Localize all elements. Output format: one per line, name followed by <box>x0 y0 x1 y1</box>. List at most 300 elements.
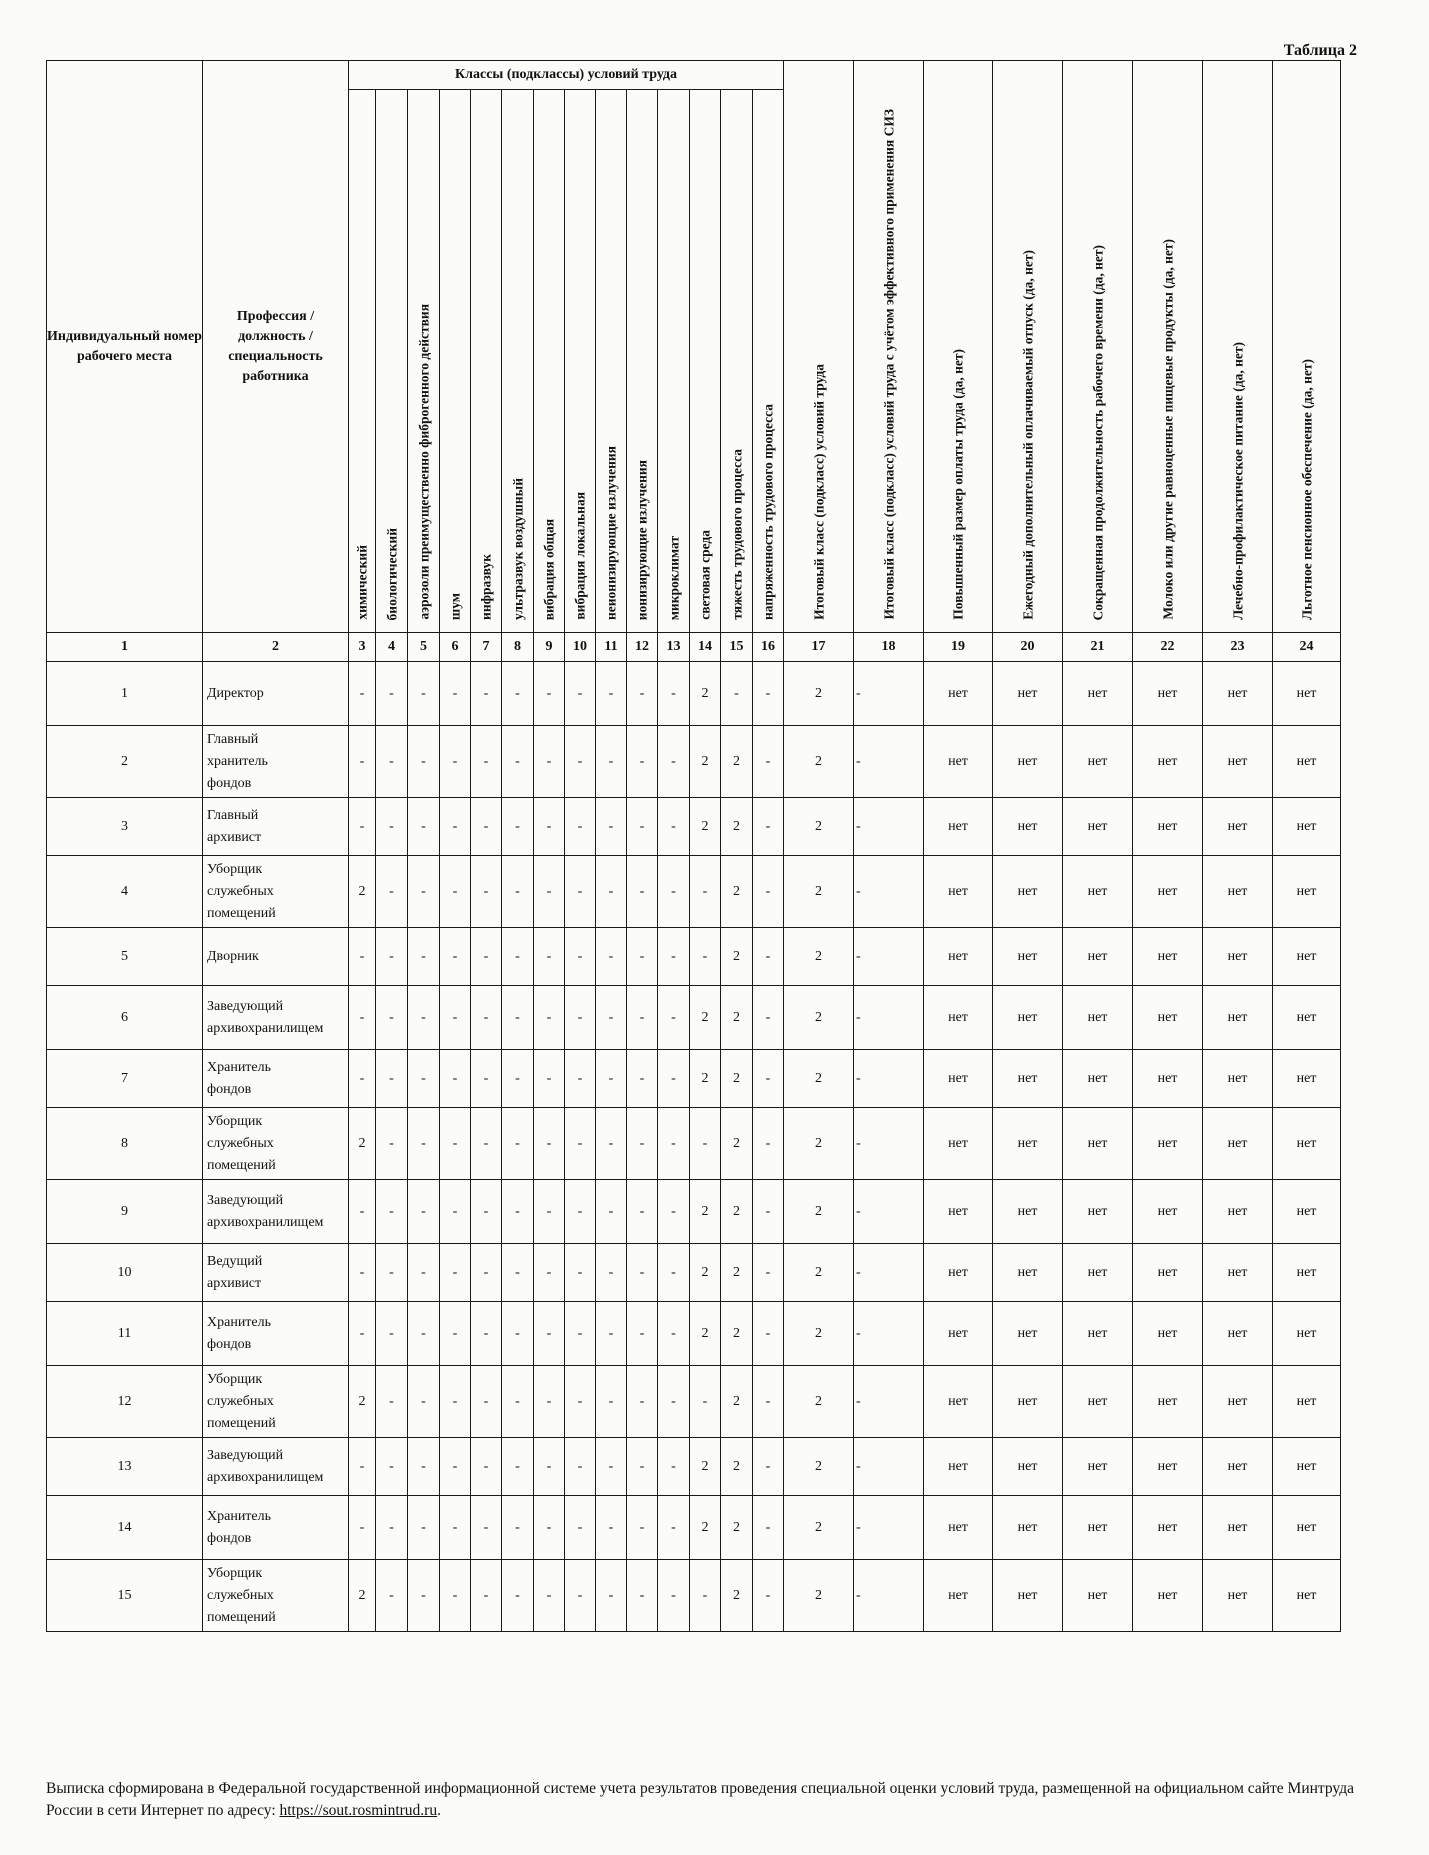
guarantee-cell: нет <box>924 1244 993 1302</box>
guarantee-cell: нет <box>1203 798 1273 856</box>
factor-class-cell: - <box>658 726 690 798</box>
factor-class-cell: 2 <box>721 1180 753 1244</box>
header-factor: биологический <box>376 90 408 633</box>
factor-class-cell: 2 <box>721 986 753 1050</box>
profession-line: Заведующий <box>207 1447 284 1463</box>
factor-class-cell: - <box>502 1366 534 1438</box>
guarantee-cell: нет <box>1203 1496 1273 1560</box>
factor-class-cell: - <box>565 662 596 726</box>
factor-class-cell: - <box>753 1366 784 1438</box>
siz-class-cell: - <box>854 1496 924 1560</box>
factor-class-cell: 2 <box>690 798 721 856</box>
factor-class-cell: 2 <box>721 856 753 928</box>
factor-class-cell: 2 <box>690 1050 721 1108</box>
profession-cell <box>203 1438 349 1496</box>
header-col17: Итоговый класс (подкласс) условий труда <box>784 61 854 633</box>
profession-line: архивохранилищем <box>207 1020 324 1036</box>
profession-line: Главный <box>207 807 259 823</box>
guarantee-cell: нет <box>924 928 993 986</box>
guarantee-cell: нет <box>1273 798 1341 856</box>
guarantee-cell: нет <box>1063 1244 1133 1302</box>
guarantee-cell: нет <box>1063 726 1133 798</box>
profession-line: Хранитель <box>207 1508 272 1524</box>
factor-class-cell: - <box>627 1050 658 1108</box>
guarantee-cell: нет <box>1203 662 1273 726</box>
factor-class-cell: - <box>376 928 408 986</box>
factor-class-cell: - <box>690 1108 721 1180</box>
guarantee-cell: нет <box>1133 1366 1203 1438</box>
column-number: 4 <box>376 633 408 662</box>
profession-cell <box>203 928 349 986</box>
profession-line: хранитель <box>207 753 268 769</box>
factor-class-cell: - <box>349 1496 376 1560</box>
guarantee-cell: нет <box>1133 986 1203 1050</box>
profession-cell <box>203 1302 349 1366</box>
guarantee-cell: нет <box>1133 726 1203 798</box>
factor-class-cell: 2 <box>690 986 721 1050</box>
factor-class-cell: - <box>753 986 784 1050</box>
total-class-cell: 2 <box>784 856 854 928</box>
header-factor: напряженность трудового процесса <box>753 90 784 633</box>
siz-class-cell: - <box>854 662 924 726</box>
header-col21: Сокращенная продолжительность рабочего времени (да, нет) <box>1063 61 1133 633</box>
factor-class-cell: - <box>753 726 784 798</box>
table-row <box>47 1438 1341 1496</box>
guarantee-cell: нет <box>1063 1050 1133 1108</box>
workplace-number-cell: 5 <box>47 928 203 986</box>
header-factor: химический <box>349 90 376 633</box>
footer-note <box>46 1778 1386 1822</box>
guarantee-cell: нет <box>993 1244 1063 1302</box>
column-number: 11 <box>596 633 627 662</box>
total-class-cell: 2 <box>784 1180 854 1244</box>
factor-class-cell: - <box>349 662 376 726</box>
guarantee-cell: нет <box>1063 1366 1133 1438</box>
table-row <box>47 1108 1341 1180</box>
column-number: 2 <box>203 633 349 662</box>
factor-class-cell: - <box>502 1108 534 1180</box>
factor-class-cell: - <box>534 1050 565 1108</box>
factor-class-cell: - <box>376 1560 408 1632</box>
factor-class-cell: 2 <box>721 1366 753 1438</box>
factor-class-cell: - <box>471 798 502 856</box>
header-factor: ионизирующие излучения <box>627 90 658 633</box>
guarantee-cell: нет <box>993 1366 1063 1438</box>
factor-class-cell: - <box>376 726 408 798</box>
table-row <box>47 1180 1341 1244</box>
factor-class-cell: - <box>502 662 534 726</box>
guarantee-cell: нет <box>993 1438 1063 1496</box>
factor-class-cell: - <box>471 986 502 1050</box>
column-number: 5 <box>408 633 440 662</box>
factor-class-cell: - <box>753 1560 784 1632</box>
profession-line: Ведущий <box>207 1253 263 1269</box>
guarantee-cell: нет <box>1203 1560 1273 1632</box>
factor-class-cell: - <box>534 856 565 928</box>
factor-class-cell: - <box>471 1496 502 1560</box>
factor-class-cell: - <box>440 1244 471 1302</box>
factor-class-cell: - <box>596 1244 627 1302</box>
guarantee-cell: нет <box>1203 1366 1273 1438</box>
factor-class-cell: - <box>534 1302 565 1366</box>
total-class-cell: 2 <box>784 662 854 726</box>
guarantee-cell: нет <box>993 1108 1063 1180</box>
profession-cell <box>203 1108 349 1180</box>
guarantee-cell: нет <box>1133 662 1203 726</box>
profession-cell <box>203 662 349 726</box>
total-class-cell: 2 <box>784 1560 854 1632</box>
workplace-number-cell: 10 <box>47 1244 203 1302</box>
factor-class-cell: - <box>753 1302 784 1366</box>
guarantee-cell: нет <box>1203 726 1273 798</box>
guarantee-cell: нет <box>993 1180 1063 1244</box>
factor-class-cell: - <box>471 1050 502 1108</box>
header-factor: вибрация общая <box>534 90 565 633</box>
factor-class-cell: - <box>349 1244 376 1302</box>
factor-class-cell: - <box>534 1366 565 1438</box>
table-row <box>47 856 1341 928</box>
total-class-cell: 2 <box>784 726 854 798</box>
factor-class-cell: - <box>534 1496 565 1560</box>
factor-class-cell: - <box>502 928 534 986</box>
factor-class-cell: - <box>596 1302 627 1366</box>
guarantee-cell: нет <box>1133 1180 1203 1244</box>
guarantee-cell: нет <box>993 798 1063 856</box>
guarantee-cell: нет <box>1273 1302 1341 1366</box>
factor-class-cell: - <box>502 798 534 856</box>
factor-class-cell: - <box>658 1108 690 1180</box>
factor-class-cell: 2 <box>721 798 753 856</box>
total-class-cell: 2 <box>784 1108 854 1180</box>
profession-line: Заведующий <box>207 998 284 1014</box>
footer-link[interactable]: https://sout.rosmintrud.ru <box>279 1802 438 1819</box>
factor-class-cell: - <box>408 1366 440 1438</box>
factor-class-cell: - <box>658 1050 690 1108</box>
factor-class-cell: - <box>753 1050 784 1108</box>
siz-class-cell: - <box>854 1438 924 1496</box>
siz-class-cell: - <box>854 856 924 928</box>
total-class-cell: 2 <box>784 928 854 986</box>
factor-class-cell: - <box>502 1438 534 1496</box>
factor-class-cell: - <box>376 1050 408 1108</box>
factor-class-cell: - <box>690 1366 721 1438</box>
factor-class-cell: - <box>627 1438 658 1496</box>
factor-class-cell: - <box>376 1496 408 1560</box>
factor-class-cell: - <box>596 1560 627 1632</box>
guarantee-cell: нет <box>993 856 1063 928</box>
factor-class-cell: - <box>596 1366 627 1438</box>
guarantee-cell: нет <box>924 1438 993 1496</box>
factor-class-cell: - <box>471 1244 502 1302</box>
table-row <box>47 1560 1341 1632</box>
guarantee-cell: нет <box>1273 1438 1341 1496</box>
workplace-number-cell: 7 <box>47 1050 203 1108</box>
profession-cell <box>203 1366 349 1438</box>
factor-class-cell: - <box>440 1560 471 1632</box>
factor-class-cell: - <box>534 798 565 856</box>
guarantee-cell: нет <box>1203 1438 1273 1496</box>
factor-class-cell: - <box>596 986 627 1050</box>
siz-class-cell: - <box>854 1050 924 1108</box>
factor-class-cell: - <box>596 798 627 856</box>
header-classes-group: Классы (подклассы) условий труда <box>349 61 784 90</box>
column-number: 13 <box>658 633 690 662</box>
profession-cell <box>203 986 349 1050</box>
factor-class-cell: - <box>440 1438 471 1496</box>
factor-class-cell: 2 <box>721 1302 753 1366</box>
column-number: 17 <box>784 633 854 662</box>
guarantee-cell: нет <box>924 1366 993 1438</box>
profession-line: Уборщик <box>207 1565 263 1581</box>
factor-class-cell: 2 <box>721 1050 753 1108</box>
guarantee-cell: нет <box>1273 1496 1341 1560</box>
factor-class-cell: 2 <box>690 726 721 798</box>
profession-line: фондов <box>207 775 252 791</box>
factor-class-cell: - <box>440 856 471 928</box>
header-factor: тяжесть трудового процесса <box>721 90 753 633</box>
guarantee-cell: нет <box>1133 1244 1203 1302</box>
factor-class-cell: 2 <box>349 1560 376 1632</box>
factor-class-cell: - <box>565 1496 596 1560</box>
factor-class-cell: - <box>440 986 471 1050</box>
total-class-cell: 2 <box>784 798 854 856</box>
header-col24: Льготное пенсионное обеспечение (да, нет) <box>1273 61 1341 633</box>
factor-class-cell: - <box>596 1050 627 1108</box>
column-number: 18 <box>854 633 924 662</box>
siz-class-cell: - <box>854 1244 924 1302</box>
factor-class-cell: - <box>627 1560 658 1632</box>
column-number: 19 <box>924 633 993 662</box>
factor-class-cell: - <box>627 1366 658 1438</box>
profession-cell <box>203 1244 349 1302</box>
factor-class-cell: - <box>408 986 440 1050</box>
factor-class-cell: - <box>376 1302 408 1366</box>
factor-class-cell: 2 <box>349 1108 376 1180</box>
guarantee-cell: нет <box>1063 1302 1133 1366</box>
factor-class-cell: 2 <box>721 1560 753 1632</box>
factor-class-cell: - <box>440 1108 471 1180</box>
factor-class-cell: - <box>658 856 690 928</box>
factor-class-cell: - <box>596 928 627 986</box>
factor-class-cell: - <box>627 1496 658 1560</box>
guarantee-cell: нет <box>1273 856 1341 928</box>
guarantee-cell: нет <box>1063 798 1133 856</box>
workplace-number-cell: 2 <box>47 726 203 798</box>
guarantee-cell: нет <box>1203 928 1273 986</box>
workplace-number-cell: 9 <box>47 1180 203 1244</box>
factor-class-cell: - <box>658 1302 690 1366</box>
factor-class-cell: - <box>349 798 376 856</box>
table-row <box>47 1050 1341 1108</box>
column-number: 9 <box>534 633 565 662</box>
factor-class-cell: - <box>376 1244 408 1302</box>
factor-class-cell: - <box>502 1244 534 1302</box>
table-row <box>47 662 1341 726</box>
footer-text: Выписка сформирована в Федеральной государственной информационной системе учета результатов проведения специальной оценки условий труда, размещенной на официальном сайте Минтруда России в сети Интернет по адресу: <box>46 1780 1354 1819</box>
workplace-number-cell: 3 <box>47 798 203 856</box>
factor-class-cell: - <box>349 1302 376 1366</box>
factor-class-cell: - <box>471 928 502 986</box>
column-number: 24 <box>1273 633 1341 662</box>
factor-class-cell: - <box>376 662 408 726</box>
factor-class-cell: - <box>534 928 565 986</box>
profession-line: помещений <box>207 905 276 921</box>
guarantee-cell: нет <box>1273 726 1341 798</box>
factor-class-cell: - <box>753 1244 784 1302</box>
factor-class-cell: - <box>627 928 658 986</box>
factor-class-cell: - <box>565 1108 596 1180</box>
profession-line: помещений <box>207 1609 276 1625</box>
profession-cell <box>203 1050 349 1108</box>
factor-class-cell: - <box>376 798 408 856</box>
header-factor: ультразвук воздушный <box>502 90 534 633</box>
guarantee-cell: нет <box>924 1496 993 1560</box>
column-number: 7 <box>471 633 502 662</box>
factor-class-cell: - <box>502 1180 534 1244</box>
guarantee-cell: нет <box>1063 986 1133 1050</box>
factor-class-cell: - <box>690 856 721 928</box>
factor-class-cell: - <box>440 1496 471 1560</box>
siz-class-cell: - <box>854 1560 924 1632</box>
guarantee-cell: нет <box>993 662 1063 726</box>
guarantee-cell: нет <box>1273 1244 1341 1302</box>
profession-line: фондов <box>207 1336 252 1352</box>
profession-line: Уборщик <box>207 1371 263 1387</box>
factor-class-cell: 2 <box>690 1438 721 1496</box>
guarantee-cell: нет <box>1063 1496 1133 1560</box>
guarantee-cell: нет <box>993 986 1063 1050</box>
profession-cell <box>203 1560 349 1632</box>
table-row <box>47 798 1341 856</box>
factor-class-cell: 2 <box>690 1496 721 1560</box>
siz-class-cell: - <box>854 928 924 986</box>
column-number: 20 <box>993 633 1063 662</box>
guarantee-cell: нет <box>1133 1108 1203 1180</box>
workplace-number-cell: 12 <box>47 1366 203 1438</box>
factor-class-cell: - <box>376 986 408 1050</box>
factor-class-cell: - <box>565 1050 596 1108</box>
factor-class-cell: - <box>440 662 471 726</box>
column-number: 8 <box>502 633 534 662</box>
factor-class-cell: - <box>658 798 690 856</box>
factor-class-cell: - <box>440 726 471 798</box>
profession-cell <box>203 856 349 928</box>
profession-line: архивохранилищем <box>207 1214 324 1230</box>
guarantee-cell: нет <box>1133 1496 1203 1560</box>
factor-class-cell: - <box>408 1108 440 1180</box>
profession-line: Уборщик <box>207 1113 263 1129</box>
table-row <box>47 986 1341 1050</box>
factor-class-cell: - <box>349 928 376 986</box>
factor-class-cell: - <box>471 1366 502 1438</box>
guarantee-cell: нет <box>1133 856 1203 928</box>
guarantee-cell: нет <box>1133 1438 1203 1496</box>
profession-line: служебных <box>207 1135 274 1151</box>
header-factor: вибрация локальная <box>565 90 596 633</box>
profession-line: архивохранилищем <box>207 1469 324 1485</box>
workplace-number-cell: 11 <box>47 1302 203 1366</box>
factor-class-cell: - <box>565 1438 596 1496</box>
workplace-number-cell: 13 <box>47 1438 203 1496</box>
factor-class-cell: - <box>658 1366 690 1438</box>
factor-class-cell: - <box>376 1108 408 1180</box>
factor-class-cell: - <box>658 1560 690 1632</box>
factor-class-cell: - <box>408 1438 440 1496</box>
factor-class-cell: - <box>408 1244 440 1302</box>
guarantee-cell: нет <box>1063 662 1133 726</box>
guarantee-cell: нет <box>1203 986 1273 1050</box>
profession-line: Дворник <box>207 948 259 964</box>
column-number: 21 <box>1063 633 1133 662</box>
guarantee-cell: нет <box>993 1302 1063 1366</box>
guarantee-cell: нет <box>924 1108 993 1180</box>
guarantee-cell: нет <box>1273 662 1341 726</box>
factor-class-cell: - <box>658 1180 690 1244</box>
column-number: 3 <box>349 633 376 662</box>
factor-class-cell: - <box>471 726 502 798</box>
guarantee-cell: нет <box>924 1050 993 1108</box>
table-row <box>47 928 1341 986</box>
profession-line: помещений <box>207 1157 276 1173</box>
factor-class-cell: - <box>721 662 753 726</box>
column-number: 23 <box>1203 633 1273 662</box>
factor-class-cell: - <box>408 1496 440 1560</box>
factor-class-cell: - <box>534 726 565 798</box>
factor-class-cell: - <box>565 986 596 1050</box>
factor-class-cell: - <box>596 726 627 798</box>
factor-class-cell: 2 <box>349 856 376 928</box>
factor-class-cell: - <box>349 1438 376 1496</box>
guarantee-cell: нет <box>924 856 993 928</box>
factor-class-cell: - <box>627 726 658 798</box>
guarantee-cell: нет <box>993 928 1063 986</box>
table-label: Таблица 2 <box>1283 42 1357 59</box>
guarantee-cell: нет <box>1203 1302 1273 1366</box>
column-number: 14 <box>690 633 721 662</box>
factor-class-cell: - <box>627 1244 658 1302</box>
workplace-number-cell: 1 <box>47 662 203 726</box>
guarantee-cell: нет <box>924 662 993 726</box>
profession-line: служебных <box>207 1393 274 1409</box>
profession-line: архивист <box>207 829 262 845</box>
guarantee-cell: нет <box>924 1302 993 1366</box>
guarantee-cell: нет <box>1273 1108 1341 1180</box>
guarantee-cell: нет <box>924 798 993 856</box>
profession-line: Главный <box>207 731 259 747</box>
workplace-number-cell: 15 <box>47 1560 203 1632</box>
guarantee-cell: нет <box>1063 1438 1133 1496</box>
factor-class-cell: - <box>565 856 596 928</box>
factor-class-cell: - <box>376 1180 408 1244</box>
siz-class-cell: - <box>854 986 924 1050</box>
factor-class-cell: - <box>534 986 565 1050</box>
guarantee-cell: нет <box>1273 1366 1341 1438</box>
factor-class-cell: - <box>596 1438 627 1496</box>
factor-class-cell: - <box>753 662 784 726</box>
guarantee-cell: нет <box>1203 856 1273 928</box>
factor-class-cell: - <box>596 1496 627 1560</box>
factor-class-cell: - <box>408 1302 440 1366</box>
factor-class-cell: - <box>440 798 471 856</box>
guarantee-cell: нет <box>1133 1302 1203 1366</box>
header-factor: аэрозоли преимущественно фиброгенного действия <box>408 90 440 633</box>
profession-line: Заведующий <box>207 1192 284 1208</box>
factor-class-cell: - <box>596 1180 627 1244</box>
factor-class-cell: - <box>349 1180 376 1244</box>
factor-class-cell: 2 <box>349 1366 376 1438</box>
guarantee-cell: нет <box>1273 1560 1341 1632</box>
factor-class-cell: - <box>502 986 534 1050</box>
